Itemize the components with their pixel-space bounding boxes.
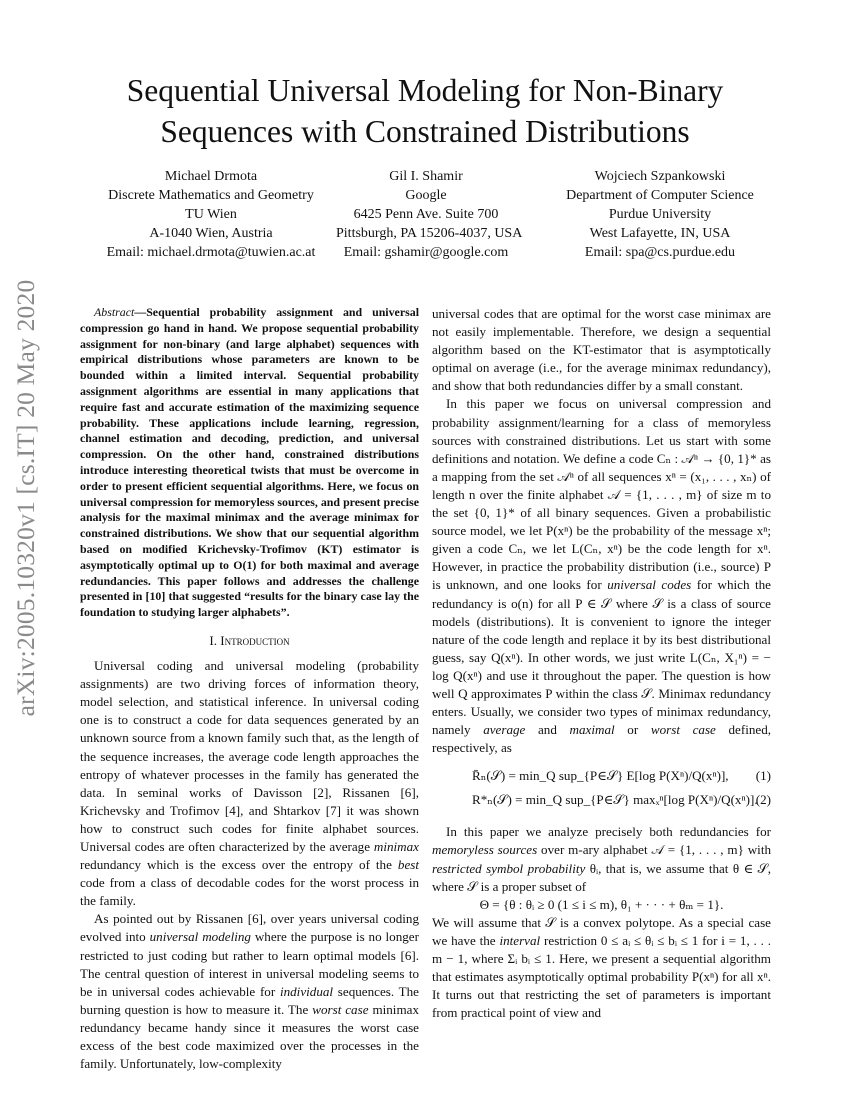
author-block-3 bbox=[540, 167, 780, 262]
left-column bbox=[80, 305, 419, 1073]
author-affiliation: Purdue University bbox=[608, 207, 712, 222]
equation-2-body: R*ₙ(𝒮) = min_Q sup_{P∈𝒮} maxₓⁿ[log P(Xⁿ)/Q(xⁿ)]. bbox=[472, 792, 758, 808]
author-block-2 bbox=[336, 167, 523, 262]
author-address: A-1040 Wien, Austria bbox=[149, 226, 273, 241]
right-paragraph-2: In this paper we focus on universal compression and probability assignment/learning for a class of memoryless sources with constrained distributions. Let us start with some definitions and notation. We define a code Cₙ : 𝒜ⁿ → {0, 1}* as a mapping from the set 𝒜ⁿ of all sequences xⁿ = (x₁, . . . , xₙ) of length n over the finite alphabet 𝒜 = {1, . . . , m} of size m to the set {0, 1}* of all binary sequences. Given a probabilistic source model, we let P(xⁿ) be the probability of the message xⁿ; given a code Cₙ, we let L(Cₙ, xⁿ) be the code length for xⁿ. However, in practice the probability distribution (i.e., source) P is unknown, and one looks for universal codes for which the redundancy is o(n) for all P ∈ 𝒮 where 𝒮 is a class of source models (distributions). It is convenient to ignore the integer nature of the code length and replace it by its best distributional guess, say Q(xⁿ). In other words, we just write L(Cₙ, X₁ⁿ) = − log Q(xⁿ) and use it throughout the paper. The question is how well Q approximates P within the class 𝒮. Minimax redundancy enters. Usually, we consider two types of minimax redundancy, namely average and maximal or worst case defined, respectively, as bbox=[432, 396, 772, 756]
author-email: Email: gshamir@google.com bbox=[343, 245, 509, 260]
section-heading-introduction: I. Introduction bbox=[209, 632, 290, 648]
paper-title bbox=[80, 70, 770, 152]
author-address: West Lafayette, IN, USA bbox=[589, 226, 731, 241]
intro-paragraph-1: Universal coding and universal modeling (probability assignments) are two driving forces of information theory, model selection, and statistical inference. In universal coding one is to construct a code for data sequences generated by an unknown source from a known family such that, as the length of the sequence increases, the average code length approaches the entropy of whatever processes in the family has generated the data. In seminal works of Davisson [2], Rissanen [6], Krichevsky and Trofimov [4], and Shtarkov [7] it was shown how to construct such codes for finite alphabet sources. Universal codes are often characterized by the average minimax redundancy which is the excess over the entropy of the best code from a class of decodable codes for the worst process in the family. bbox=[80, 658, 419, 909]
author-name: Michael Drmota bbox=[164, 169, 258, 184]
equation-2 bbox=[432, 791, 771, 811]
author-affiliation: Google bbox=[405, 188, 447, 203]
equation-1-number: (1) bbox=[755, 768, 771, 784]
author-address: Pittsburgh, PA 15206-4037, USA bbox=[336, 226, 523, 241]
author-affiliation: 6425 Penn Ave. Suite 700 bbox=[353, 207, 499, 222]
abstract-text: —Sequential probability assignment and universal compression go hand in hand. We propose sequential probability assignment for non-binary (and large alphabet) sequences with empirical distributions whose parameters are known to be bounded within a limited interval. Sequential probability assignment algorithms are essential in many applications that require fast and accurate estimation of the maximizing sequence probability. These applications include learning, regression, channel estimation and decoding, prediction, and universal compression. On the other hand, constrained distributions introduce interesting theoretical twists that must be overcome in order to present efficient sequential algorithms. Here, we focus on universal compression for memoryless sources, and present precise analysis for the maximal minimax and the average minimax for constrained distributions. We show that our sequential algorithm based on modified Krichevsky-Trofimov (KT) estimator is asymptotically optimal up to O(1) for both maximal and average redundancies. This paper follows and addresses the challenge presented in [10] that suggested “results for the binary case lay the foundation to studying larger alphabets”. bbox=[80, 305, 419, 620]
title-line-2: Sequences with Constrained Distributions bbox=[160, 114, 690, 149]
author-affiliation: Department of Computer Science bbox=[566, 188, 754, 203]
author-block-1 bbox=[86, 167, 336, 262]
abstract-label: Abstract bbox=[94, 305, 135, 319]
right-paragraph-1: universal codes that are optimal for the worst case minimax are not easily implementable. Therefore, we design a sequential algorithm based on the KT-estimator that is asymptotically optimal on average (i.e., for the average minimax redundancy), and show that both redundancies differ by a small constant. bbox=[432, 306, 771, 394]
equation-3: Θ = {θ : θᵢ ≥ 0 (1 ≤ i ≤ m), θ₁ + · · · + θₘ = 1}. bbox=[479, 896, 724, 912]
abstract bbox=[80, 305, 419, 621]
author-affiliation: Discrete Mathematics and Geometry bbox=[108, 188, 314, 203]
title-line-1: Sequential Universal Modeling for Non-Binary bbox=[126, 73, 724, 108]
author-email: Email: michael.drmota@tuwien.ac.at bbox=[106, 245, 316, 260]
equation-2-number: (2) bbox=[755, 792, 771, 808]
arxiv-identifier: arXiv:2005.10320v1 [cs.IT] 20 May 2020 bbox=[11, 279, 40, 717]
author-name: Wojciech Szpankowski bbox=[594, 169, 726, 184]
author-affiliation: TU Wien bbox=[185, 207, 237, 222]
right-column bbox=[432, 305, 771, 1022]
arxiv-sidebar-stamp bbox=[4, 268, 48, 728]
author-email: Email: spa@cs.purdue.edu bbox=[584, 245, 736, 260]
author-name: Gil I. Shamir bbox=[389, 169, 463, 184]
equation-1 bbox=[432, 767, 771, 787]
right-paragraph-4: We will assume that 𝒮 is a convex polytope. As a special case we have the interval restriction 0 ≤ aᵢ ≤ θᵢ ≤ bᵢ ≤ 1 for i = 1, . . . m − 1, where Σᵢ bᵢ ≤ 1. Here, we present a sequential algorithm that estimates asymptotically optimal probability P(xⁿ) for all xⁿ. It turns out that restricting the set of parameters is important from practical point of view and bbox=[432, 914, 772, 1021]
right-paragraph-3: In this paper we analyze precisely both redundancies for memoryless sources over m-ary alphabet 𝒜 = {1, . . . , m} with restricted symbol probability θᵢ, that is, we assume that θ ∈ 𝒮, where 𝒮 is a proper subset of bbox=[432, 824, 772, 894]
equation-1-body: R̄ₙ(𝒮) = min_Q sup_{P∈𝒮} E[log P(Xⁿ)/Q(xⁿ)], bbox=[472, 768, 729, 784]
intro-paragraph-2: As pointed out by Rissanen [6], over years universal coding evolved into universal modeling where the purpose is no longer restricted to just coding but rather to learn optimal models [6]. The central question of interest in universal modeling seems to be in universal codes achievable for individual sequences. The burning question is how to measure it. The worst case minimax redundancy became handy since it measures the worst case excess of the best code maximized over the processes in the family. Unfortunately, low-complexity bbox=[80, 911, 419, 1072]
